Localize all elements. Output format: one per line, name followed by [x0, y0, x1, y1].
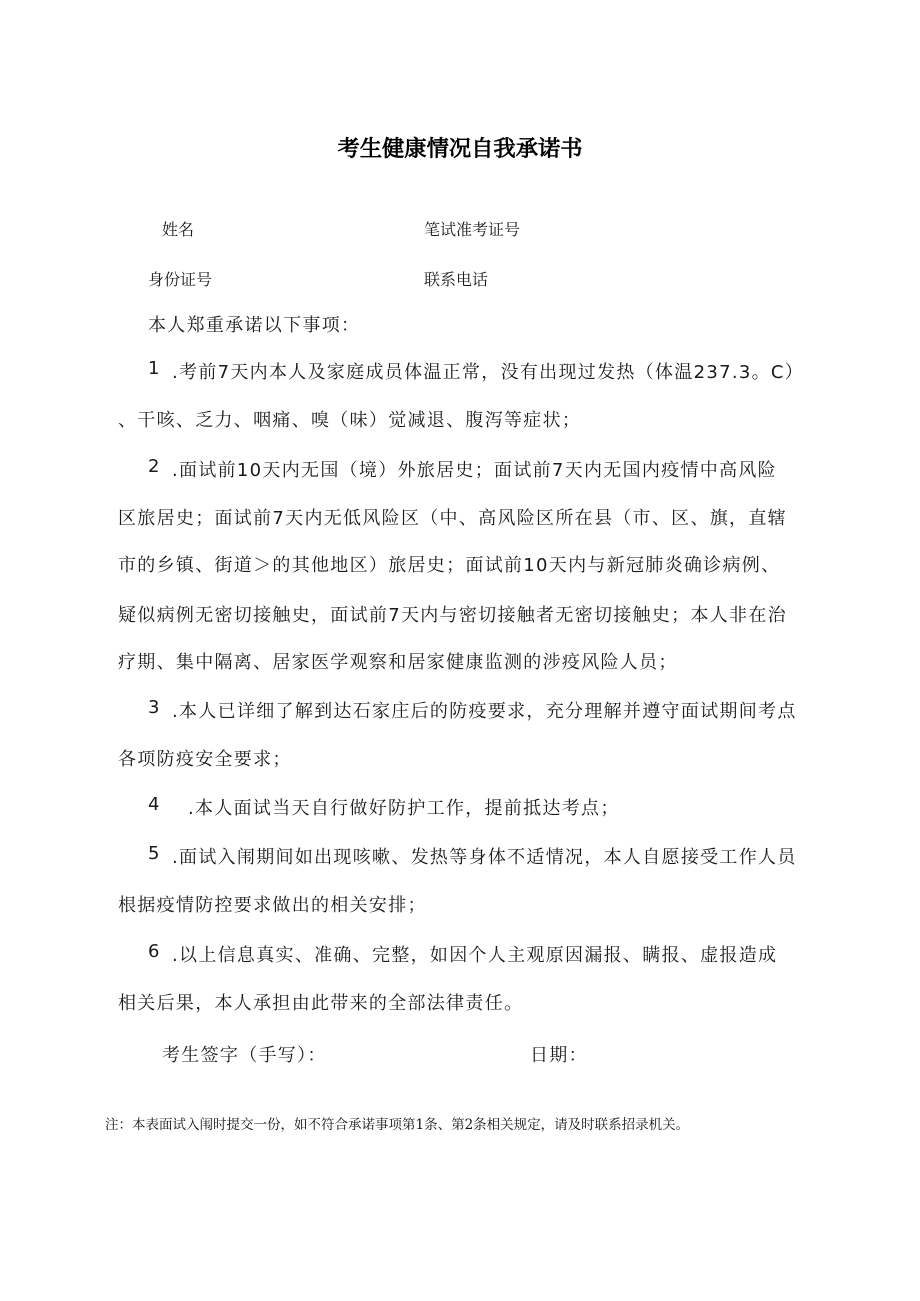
- item-2-line-5: 疗期、集中隔离、居家医学观察和居家健康监测的涉疫风险人员；: [118, 652, 678, 673]
- phone-label: 联系电话: [424, 270, 489, 289]
- item-6-line-1: .以上信息真实、准确、完整，如因个人主观原因漏报、瞒报、虚报造成: [172, 945, 778, 966]
- date-label: 日期：: [530, 1045, 588, 1066]
- item-6-number: 6: [148, 941, 161, 962]
- item-1-line-2: 、干咳、乏力、咽痛、嗅（味）觉减退、腹泻等症状；: [118, 410, 582, 431]
- item-3-number: 3: [148, 697, 161, 718]
- id-number-label: 身份证号: [148, 270, 213, 289]
- item-5-line-1: .面试入闱期间如出现咳嗽、发热等身体不适情况，本人自愿接受工作人员: [172, 847, 797, 868]
- item-5-line-2: 根据疫情防控要求做出的相关安排；: [118, 895, 427, 916]
- item-2-number: 2: [148, 456, 161, 477]
- item-1-line-1: .考前7天内本人及家庭成员体温正常，没有出现过发热（体温237.3。C）: [172, 362, 805, 383]
- item-2-line-4: 疑似病例无密切接触史，面试前7天内与密切接触者无密切接触史；本人非在治: [118, 605, 787, 626]
- item-2-line-3: 市的乡镇、街道＞的其他地区）旅居史；面试前10天内与新冠肺炎确诊病例、: [118, 555, 781, 576]
- item-3-line-1: .本人已详细了解到达石家庄后的防疫要求，充分理解并遵守面试期间考点: [172, 701, 797, 722]
- item-4-line-1: .本人面试当天自行做好防护工作，提前抵达考点；: [188, 798, 620, 819]
- item-1-number: 1: [148, 358, 161, 379]
- signature-label: 考生签字（手写）：: [162, 1045, 327, 1066]
- footnote: 注：本表面试入闱时提交一份，如不符合承诺事项第1条、第2条相关规定，请及时联系招录机关。: [105, 1117, 690, 1133]
- item-2-line-2: 区旅居史；面试前7天内无低风险区（中、高风险区所在县（市、区、旗，直辖: [118, 508, 787, 529]
- item-6-line-2: 相关后果，本人承担由此带来的全部法律责任。: [118, 993, 524, 1014]
- item-3-line-2: 各项防疫安全要求；: [118, 749, 292, 770]
- item-4-number: 4: [148, 794, 161, 815]
- page-title: 考生健康情况自我承诺书: [337, 136, 583, 162]
- exam-ticket-label: 笔试准考证号: [424, 220, 521, 239]
- item-2-line-1: .面试前10天内无国（境）外旅居史；面试前7天内无国内疫情中高风险: [172, 460, 777, 481]
- intro-text: 本人郑重承诺以下事项：: [148, 315, 361, 336]
- item-5-number: 5: [148, 843, 161, 864]
- name-label: 姓名: [162, 220, 195, 239]
